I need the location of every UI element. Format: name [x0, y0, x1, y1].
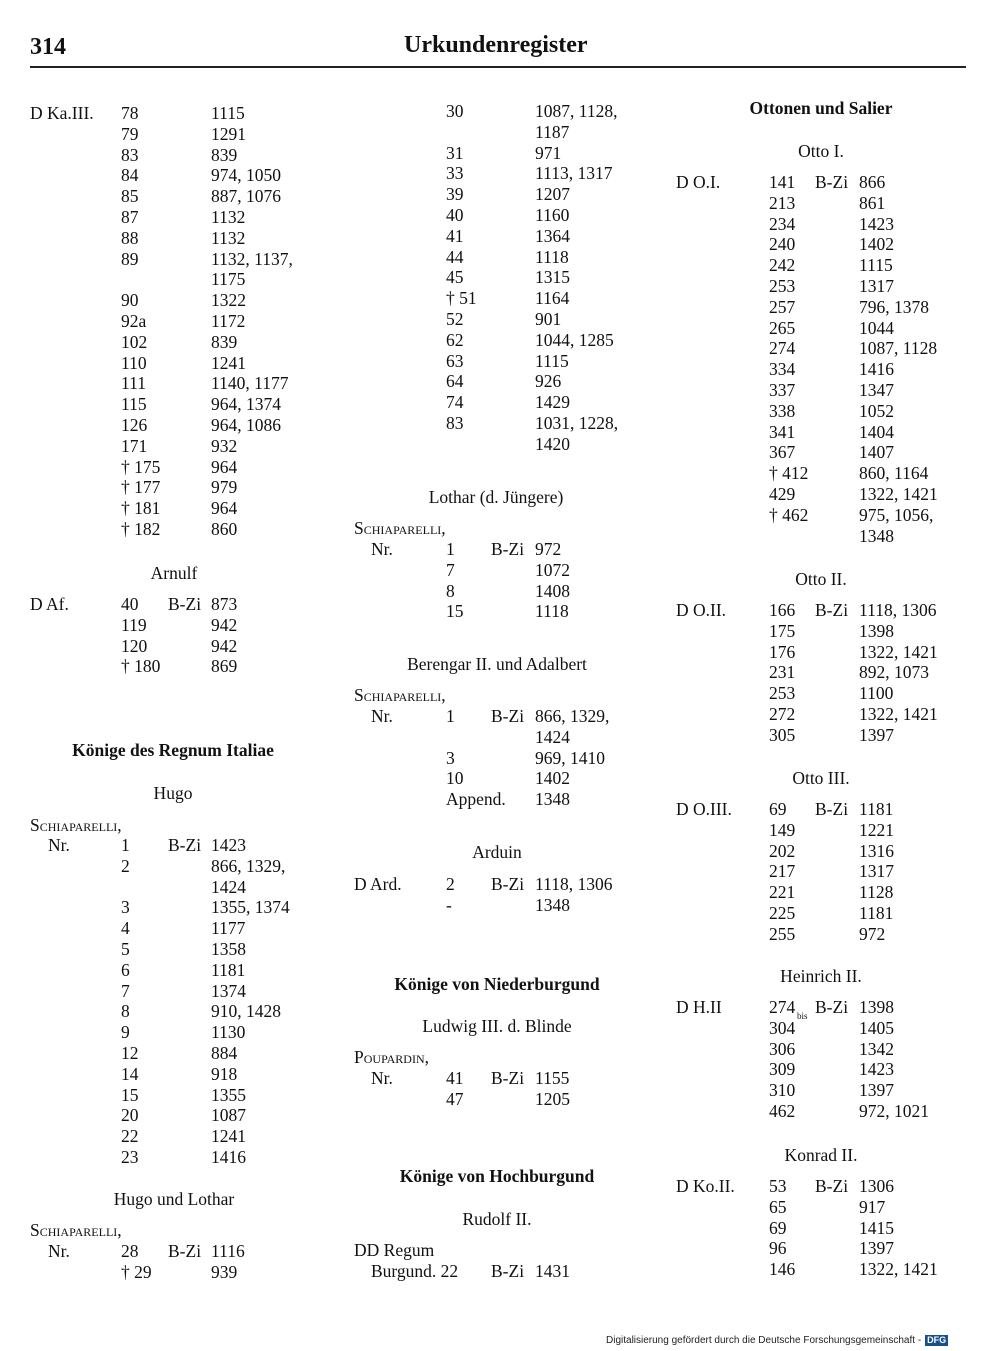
entry-pages: 975, 1056,: [859, 504, 934, 525]
entry-pages: 866, 1329,: [211, 855, 286, 876]
entry-pages: 1358: [211, 939, 246, 959]
entry-pages: 1031, 1228,: [535, 413, 619, 433]
entry-pages: 972: [535, 539, 562, 559]
entry-number: 7: [121, 980, 130, 1001]
entry-number: 265: [769, 317, 796, 338]
entry-number: † 51: [446, 288, 477, 309]
entry-pages: 1187: [535, 121, 570, 142]
entry-number: 53: [769, 1176, 787, 1196]
entry-number: 2: [446, 874, 455, 894]
entry-pages: 1429: [535, 392, 570, 413]
entry-number: 79: [121, 123, 139, 144]
entry-pages: 1087: [211, 1105, 246, 1126]
entry-number: 334: [769, 359, 796, 380]
entry-number: 30: [446, 101, 464, 121]
entry-number: 65: [769, 1196, 787, 1217]
entry-pages: 1128: [859, 882, 894, 903]
entry-pages: 926: [535, 371, 562, 392]
source-label: Schiaparelli,: [354, 518, 446, 538]
group-heading: Ottonen und Salier: [749, 98, 893, 118]
entry-pages: 979: [211, 477, 238, 498]
entry-number: 96: [769, 1238, 787, 1259]
entry-pages: 1317: [859, 861, 894, 882]
entry-pages: 1118, 1306: [859, 600, 937, 620]
entry-pages: 1072: [535, 559, 570, 580]
entry-number: 1: [446, 539, 455, 559]
siglum-label: Burgund. 22: [371, 1261, 459, 1281]
entry-number: 3: [446, 747, 455, 768]
entry-number: 367: [769, 442, 796, 463]
section-heading: Rudolf II.: [462, 1209, 532, 1229]
nr-label: Nr.: [371, 539, 393, 559]
nr-label: Nr.: [371, 706, 393, 726]
bzi-label: B-Zi: [815, 997, 849, 1017]
entry-pages: 869: [211, 656, 238, 677]
entry-number: 257: [769, 296, 796, 317]
entry-number: 274: [769, 997, 796, 1017]
entry-number: 74: [446, 392, 464, 413]
entry-number: 231: [769, 662, 796, 683]
entry-pages: 1355: [211, 1084, 246, 1105]
entry-pages: 1087, 1128: [859, 338, 938, 359]
entry-number: 337: [769, 380, 796, 400]
running-title: Urkundenregister: [404, 32, 588, 58]
entry-pages: 964: [211, 456, 238, 477]
entry-number: 310: [769, 1080, 796, 1101]
entry-number: 69: [769, 1217, 787, 1238]
entry-pages: 1181: [859, 799, 894, 819]
footer-credit: [606, 1335, 948, 1346]
entry-number: 41: [446, 1068, 464, 1088]
entry-pages: 1207: [535, 184, 570, 205]
entry-number: 115: [121, 394, 147, 415]
entry-pages: 969, 1410: [535, 747, 605, 768]
entry-pages: 910, 1428: [211, 1001, 281, 1022]
entry-pages: 1364: [535, 225, 570, 246]
entry-pages: 1132, 1137,: [211, 248, 293, 269]
entry-number: 40: [121, 594, 139, 614]
entry-pages: 918: [211, 1063, 238, 1084]
entry-number: 253: [769, 276, 796, 296]
entry-number: 304: [769, 1017, 796, 1038]
bzi-label: B-Zi: [491, 706, 525, 726]
entry-number: 272: [769, 704, 796, 724]
entry-number: 5: [121, 939, 130, 959]
entry-pages: 1132: [211, 227, 246, 248]
entry-pages: 964, 1374: [211, 394, 281, 415]
entry-pages: 942: [211, 635, 238, 656]
entry-pages: 1115: [211, 103, 245, 123]
entry-pages: 932: [211, 435, 238, 456]
entry-number: 8: [446, 580, 455, 601]
section-heading: Berengar II. und Adalbert: [407, 654, 587, 674]
entry-number: 15: [446, 601, 464, 622]
entry-number: 2: [121, 855, 130, 876]
entry-pages: 1164: [535, 288, 570, 309]
entry-number: 274: [769, 338, 796, 359]
entry-pages: 839: [211, 144, 238, 165]
entry-number: 15: [121, 1084, 139, 1105]
entry-pages: 866: [859, 172, 886, 192]
section-heading: Otto I.: [798, 141, 844, 161]
bzi-label: B-Zi: [815, 1176, 849, 1196]
bzi-label: B-Zi: [491, 1261, 525, 1281]
section-heading: Hugo und Lothar: [113, 1189, 235, 1209]
entry-pages: 1407: [859, 442, 894, 463]
entry-number: 83: [121, 144, 139, 165]
entry-pages: 1348: [535, 894, 570, 915]
entry-pages: 1424: [211, 876, 246, 897]
entry-pages: 901: [535, 309, 562, 329]
entry-number: 120: [121, 635, 148, 656]
entry-pages: 1132: [211, 207, 246, 227]
entry-number: 462: [769, 1101, 796, 1121]
entry-pages: 964: [211, 498, 238, 519]
entry-pages: 1408: [535, 580, 570, 601]
entry-number: 89: [121, 248, 139, 269]
entry-pages: 1405: [859, 1017, 894, 1038]
entry-pages: 1044: [859, 317, 894, 338]
entry-pages: 1431: [535, 1261, 570, 1281]
entry-pages: 1241: [211, 1126, 246, 1147]
section-heading: Heinrich II.: [780, 966, 862, 986]
entry-number: 6: [121, 959, 130, 980]
entry-number: 171: [121, 435, 148, 456]
entry-pages: 1348: [859, 525, 894, 546]
entry-pages: 939: [211, 1261, 238, 1282]
entry-pages: 1374: [211, 980, 246, 1001]
entry-number: 429: [769, 484, 796, 504]
entry-number: 85: [121, 186, 139, 207]
entry-number: 31: [446, 142, 464, 163]
entry-number: 217: [769, 861, 796, 882]
source-label: Schiaparelli,: [354, 685, 446, 705]
entry-pages: 1415: [859, 1217, 894, 1238]
entry-number: † 177: [121, 477, 161, 498]
entry-pages: 1423: [211, 835, 246, 855]
entry-number: 255: [769, 923, 796, 944]
section-heading: Otto II.: [795, 569, 847, 589]
entry-pages: 1347: [859, 380, 894, 400]
entry-number: † 181: [121, 498, 161, 519]
entry-number: 9: [121, 1022, 130, 1043]
entry-pages: 1423: [859, 1059, 894, 1080]
entry-pages: 1115: [859, 255, 893, 276]
header-rule: [30, 66, 966, 68]
page-number: 314: [30, 34, 66, 60]
group-heading: Könige von Niederburgund: [394, 974, 600, 994]
dfg-logo: DFG: [927, 1335, 947, 1345]
entry-pages: 1402: [535, 768, 570, 789]
footer-text: Digitalisierung gefördert durch die Deutsche Forschungsgemeinschaft -: [606, 1335, 922, 1347]
entry-pages: 1118: [535, 601, 569, 622]
entry-pages: 1306: [859, 1176, 894, 1196]
siglum-label: D Af.: [30, 594, 69, 614]
entry-number: 1: [446, 706, 455, 726]
entry-pages: 1423: [859, 213, 894, 234]
nr-label: Nr.: [371, 1068, 393, 1088]
entry-number: † 182: [121, 519, 161, 539]
entry-number: 90: [121, 290, 139, 311]
source-label: Schiaparelli,: [30, 815, 122, 835]
entry-pages: 1100: [859, 683, 894, 704]
entry-number: 341: [769, 421, 796, 442]
entry-number: 83: [446, 413, 464, 433]
entry-number: 110: [121, 352, 147, 373]
entry-number: 102: [121, 331, 148, 352]
entry-pages: 1316: [859, 840, 894, 861]
bzi-label: B-Zi: [815, 799, 849, 819]
entry-number: 309: [769, 1059, 796, 1080]
entry-pages: 917: [859, 1196, 886, 1217]
entry-number: 149: [769, 819, 796, 840]
entry-number: 84: [121, 165, 139, 186]
nr-label: Nr.: [48, 1241, 70, 1261]
bzi-label: B-Zi: [168, 594, 202, 614]
siglum-label: D H.II: [676, 997, 722, 1017]
entry-number: † 29: [121, 1261, 152, 1282]
entry-number: 78: [121, 103, 139, 123]
entry-pages: 1317: [859, 276, 894, 296]
entry-pages: 1160: [535, 205, 570, 225]
entry-number: 338: [769, 400, 796, 421]
entry-pages: 1172: [211, 311, 246, 331]
entry-pages: 1155: [535, 1068, 570, 1088]
entry-number: 8: [121, 1001, 130, 1022]
entry-number: -: [446, 894, 452, 915]
entry-pages: 1397: [859, 1080, 894, 1101]
entry-number: 62: [446, 329, 464, 350]
entry-number: 253: [769, 683, 796, 704]
entry-pages: 1420: [535, 433, 570, 454]
entry-number: 47: [446, 1088, 464, 1109]
entry-number: 111: [121, 373, 146, 394]
entry-pages: 1342: [859, 1038, 894, 1059]
entry-number: 240: [769, 234, 796, 255]
entry-number: 14: [121, 1063, 139, 1084]
entry-pages: 942: [211, 614, 238, 635]
entry-number: 176: [769, 641, 796, 662]
entry-number: 119: [121, 614, 147, 635]
siglum-label: D Ka.III.: [30, 103, 94, 123]
entry-number: 242: [769, 255, 796, 276]
entry-number: 69: [769, 799, 787, 819]
source-label: Schiaparelli,: [30, 1220, 122, 1240]
superscript-bis: bis: [797, 1010, 808, 1021]
entry-number: 88: [121, 227, 139, 248]
entry-pages: 796, 1378: [859, 296, 929, 317]
entry-pages: 860, 1164: [859, 463, 929, 484]
bzi-label: B-Zi: [168, 835, 202, 855]
entry-number: 10: [446, 768, 464, 789]
entry-number: 306: [769, 1038, 796, 1059]
entry-pages: 1416: [859, 359, 894, 380]
entry-pages: 1241: [211, 352, 246, 373]
bzi-label: B-Zi: [491, 1068, 525, 1088]
entry-number: 92a: [121, 311, 147, 331]
section-heading: Arduin: [472, 842, 522, 862]
entry-pages: 892, 1073: [859, 662, 929, 683]
entry-number: 202: [769, 840, 796, 861]
source-label: DD Regum: [354, 1240, 435, 1260]
entry-number: 20: [121, 1105, 139, 1126]
entry-number: 63: [446, 350, 464, 371]
entry-pages: 884: [211, 1043, 238, 1063]
entry-number: † 180: [121, 656, 161, 677]
entry-number: Append.: [446, 789, 506, 810]
entry-pages: 1181: [211, 959, 246, 980]
entry-pages: 873: [211, 594, 238, 614]
entry-number: 1: [121, 835, 130, 855]
entry-pages: 972: [859, 923, 886, 944]
entry-number: 22: [121, 1126, 139, 1147]
entry-pages: 1115: [535, 350, 569, 371]
entry-number: 40: [446, 205, 464, 225]
entry-pages: 1424: [535, 726, 570, 747]
entry-number: 41: [446, 225, 464, 246]
group-heading: Könige des Regnum Italiae: [72, 740, 274, 760]
entry-pages: 1221: [859, 819, 894, 840]
entry-pages: 861: [859, 192, 886, 213]
entry-pages: 860: [211, 519, 238, 539]
entry-number: 4: [121, 918, 130, 939]
entry-number: 141: [769, 172, 796, 192]
entry-pages: 839: [211, 331, 238, 352]
entry-number: 126: [121, 415, 148, 435]
entry-pages: 1355, 1374: [211, 897, 290, 918]
entry-pages: 1322: [211, 290, 246, 311]
entry-number: 213: [769, 192, 796, 213]
section-heading: Otto III.: [792, 768, 850, 788]
entry-number: 52: [446, 309, 464, 329]
group-heading: Könige von Hochburgund: [399, 1166, 595, 1186]
section-heading: Lothar (d. Jüngere): [428, 487, 564, 507]
entry-number: 44: [446, 246, 464, 267]
entry-pages: 1315: [535, 267, 570, 288]
entry-pages: 887, 1076: [211, 186, 281, 207]
entry-pages: 866, 1329,: [535, 706, 610, 726]
entry-pages: 1322, 1421: [859, 1259, 938, 1280]
entry-pages: 1322, 1421: [859, 484, 938, 504]
entry-number: 175: [769, 620, 796, 641]
siglum-label: D O.I.: [676, 172, 721, 192]
entry-pages: 1118, 1306: [535, 874, 613, 894]
section-heading: Arnulf: [150, 563, 198, 583]
entry-pages: 1322, 1421: [859, 704, 938, 724]
entry-number: 221: [769, 882, 796, 903]
nr-label: Nr.: [48, 835, 70, 855]
entry-number: 3: [121, 897, 130, 918]
bzi-label: B-Zi: [815, 600, 849, 620]
bzi-label: B-Zi: [168, 1241, 202, 1261]
siglum-label: D Ard.: [354, 874, 402, 894]
bzi-label: B-Zi: [491, 539, 525, 559]
entry-pages: 974, 1050: [211, 165, 281, 186]
entry-number: 87: [121, 207, 139, 227]
entry-pages: 1118: [535, 246, 569, 267]
section-heading: Konrad II.: [784, 1145, 858, 1165]
bzi-label: B-Zi: [491, 874, 525, 894]
entry-number: 23: [121, 1147, 139, 1167]
entry-pages: 1397: [859, 1238, 894, 1259]
section-heading: Ludwig III. d. Blinde: [422, 1016, 572, 1036]
entry-pages: 1402: [859, 234, 894, 255]
entry-number: 305: [769, 724, 796, 745]
entry-pages: 1397: [859, 724, 894, 745]
entry-pages: 1052: [859, 400, 894, 421]
source-label: Poupardin,: [354, 1047, 430, 1067]
siglum-label: D Ko.II.: [676, 1176, 735, 1196]
entry-pages: 1175: [211, 269, 246, 290]
entry-number: † 412: [769, 463, 809, 484]
entry-number: 64: [446, 371, 464, 392]
entry-pages: 1130: [211, 1022, 246, 1043]
entry-number: 45: [446, 267, 464, 288]
entry-number: 12: [121, 1043, 139, 1063]
entry-number: 39: [446, 184, 464, 205]
entry-number: 28: [121, 1241, 139, 1261]
entry-pages: 1113, 1317: [535, 163, 613, 184]
entry-number: † 462: [769, 504, 809, 525]
entry-pages: 1398: [859, 620, 894, 641]
entry-pages: 971: [535, 142, 562, 163]
siglum-label: D O.III.: [676, 799, 732, 819]
entry-pages: 1398: [859, 997, 894, 1017]
section-heading: Hugo: [153, 783, 193, 803]
entry-pages: 1291: [211, 123, 246, 144]
bzi-label: B-Zi: [815, 172, 849, 192]
entry-number: 33: [446, 163, 464, 184]
entry-pages: 1087, 1128,: [535, 101, 618, 121]
entry-pages: 1348: [535, 789, 570, 810]
entry-number: † 175: [121, 456, 161, 477]
entry-number: 166: [769, 600, 796, 620]
entry-pages: 1116: [211, 1241, 245, 1261]
entry-pages: 1044, 1285: [535, 329, 614, 350]
entry-number: 234: [769, 213, 796, 234]
entry-pages: 1416: [211, 1147, 246, 1167]
entry-number: 146: [769, 1259, 796, 1280]
entry-pages: 972, 1021: [859, 1101, 929, 1121]
entry-number: 7: [446, 559, 455, 580]
entry-pages: 964, 1086: [211, 415, 281, 435]
entry-pages: 1140, 1177: [211, 373, 289, 394]
entry-pages: 1181: [859, 903, 894, 923]
entry-pages: 1322, 1421: [859, 641, 938, 662]
entry-pages: 1177: [211, 918, 246, 939]
siglum-label: D O.II.: [676, 600, 727, 620]
entry-pages: 1205: [535, 1088, 570, 1109]
entry-pages: 1404: [859, 421, 894, 442]
entry-number: 225: [769, 903, 796, 923]
